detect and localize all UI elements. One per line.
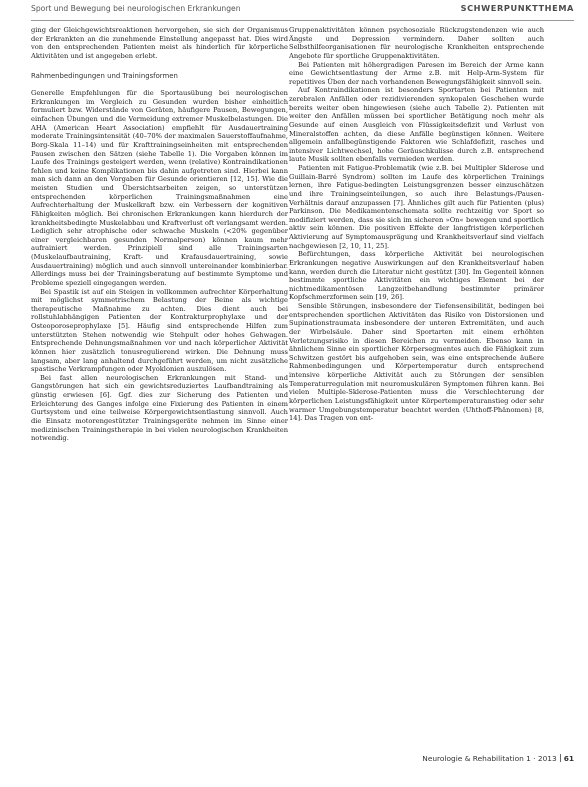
journal-citation: Neurologie & Rehabilitation 1 · 2013 [422, 754, 557, 763]
paragraph: Bei Spastik ist auf ein Steigen in vollkommen aufrechter Körperhaltung mit möglichst symmetrischem Belastung der Beine als wichtige therapeutische Maßnahme zu achten. Dies dient auch bei rollstuhlabhängigen Patienten der Kontrakturprophylaxe und der Osteoporoseprophylaxe [5]. Häufig sind entsprechende Hilfen zum unterstützten Stehen notwendig wie Stehpult oder hohes Gehwagen. Entsprechende Dehnungsmaßnahmen vor und nach körperlicher Aktivität können hier zusätzlich tonusregulierend wirken. Die Dehnung muss langsam, aber lang anhaltend durchgeführt werden, um nicht zusätzliche spastische Verkrampfungen oder Myoklonien auszulösen. [31, 287, 288, 374]
paragraph: Befürchtungen, dass körperliche Aktivität bei neurologischen Erkrankungen negative Auswirkungen auf den Krankheitsverlauf haben kann, werden durch die Literatur nicht gestützt [30]. Im Gegenteil können bestimmte sportliche Aktivitäten ein wichtiges Element bei der nichtmedikamentösen Langzeitbehandlung bestimmter primärer Kopfschmerzformen sein [19, 26]. [289, 250, 544, 302]
section-label: SCHWERPUNKTTHEMA [460, 3, 574, 13]
page-header [31, 4, 574, 18]
paragraph: Generelle Empfehlungen für die Sportausübung bei neurologischen Erkrankungen im Vergleich zu Gesunden wurden bisher einheitlich formuliert bzw. Widerstände von Geräten, häufigere Pausen, Bewegungen, einfachen Übungen und die Vermeidung extremer Muskelbelastungen. Die AHA (American Heart Association) empfiehlt für Ausdauertraining moderate Trainingsintensität (40–70% der maximalen Sauerstoffaufnahme, Borg-Skala 11–14) und für Krafttrainingseinheiten mit entsprechenden Pausen zwischen den Sätzen (siehe Tabelle 1). Die Vorgaben können im Laufe des Trainings gesteigert werden, wenn (relative) Kontraindikationen fehlen und keine Komplikationen bis dahin aufgetreten sind. Hierbei kann man sich dann an den Vorgaben für Gesunde orientieren [12, 15]. Wie die meisten Studien und Übersichtsarbeiten zeigen, so unterstützen entsprechenden körperlichen Trainingsmaßnahmen eine Aufrechterhaltung der Muskelkraft bzw. ein Verbessern der kognitiven Fähigkeiten möglich. Bei chronischen Erkrankungen kann hierdurch der krankheitsbedingte Muskelabbau und Kraftverlust oft verlangsamt werden. Lediglich sehr atrophische oder schwache Muskeln (<20% gegenüber einer vergleichbaren gesunden Normalperson) können kaum mehr aufrainiert werden. Prinzipiell sind alle Trainingsarten (Muskelaufbautraining, Kraft- und Krafausdauertraining, sowie Ausdauertraining) möglich und auch sinnvoll untereinander kombinierbar. Allerdings muss bei der Trainingsberatung auf bestimmte Symptome und Probleme speziell eingegangen werden. [31, 89, 288, 287]
paragraph: Sensible Störungen, insbesondere der Tiefensensibilität, bedingen bei entsprechenden sportlichen Aktivitäten das Risiko von Distorsionen und Supinationstraumata insbesondere der unteren Extremitäten, und auch der Wirbelsäule. Daher sind Sportarten mit einem erhöhten Verletzungsrisiko in diesen Bereichen zu vermeiden. Ebenso kann in ähnlichem Sinne ein sportlicher Körpersegmentes auch die Fähigkeit zum Schwitzen gestört bis aufgehoben sein, was eine entsprechende äußere Rahmenbedingungen und Körpertemperatur durch entsprechend intensive körperliche Aktivität auch zu Störungen der sensiblen Temperaturregulation mit neuromuskulären Symptomen führen kann. Bei vielen Multiple-Sklerose-Patienten muss die Verschlechterung der körperlichen Leistungsfähigkeit unter Körpertemperaturanstieg oder sehr warmer Umgebungstemperatur beachtet werden (Uhthoff-Phänomen) [8, 14]. Das Tragen von ent- [289, 302, 544, 423]
section-heading: Rahmenbedingungen und Trainingsformen [31, 71, 178, 80]
header-divider [31, 20, 574, 21]
paragraph: Gruppenaktivitäten können psychosoziale Rückzugstendenzen wie auch Ängste und Depression vermindern. Daher sollten auch Selbsthilfeorganisationen für neurologische Krankheiten entsprechende Angebote für sportliche Gruppenaktivitäten. [289, 26, 544, 60]
left-column [31, 26, 288, 443]
paragraph: Auf Kontraindikationen ist besonders Sportarten bei Patienten mit zerebralen Anfällen oder rezidivierenden synkopalen Geschehen wurde bereits weiter oben hingewiesen (siehe auch Tabelle 2). Patienten mit weiter den Anfällen müssen bei sportlicher Betätigung noch mehr als Gesunde auf einen Ausgleich von Flüssigkeitsdefizit und Verlust von Mineralstoffen achten, da diese Anfälle begünstigen können. Weitere allgemein anfallbegünstigende Faktoren wie Schlafdefizit, rasches und intensiver Lichtwechsel, hohe Geräuschkulisse durch z.B. entsprechend laute Musik sollten ebenfalls vermieden werden. [289, 86, 544, 164]
paragraph: Patienten mit Fatigue-Problematik (wie z.B. bei Multipler Sklerose und Guillain-Barré Syndrom) sollten im Laufe des körperlichen Trainings lernen, ihre Fatigue-bedingten Leistungsgrenzen besser einzuschätzen und ihre Trainingseinteilungen, so auch ihre Belastungs-/Pausen-Verhältnis darauf anzupassen [7]. Ähnliches gilt auch für Patienten (plus) Parkinson. Die Medikamentenschemata sollte rechtzeitig vor Sport so modifiziert werden, dass sie sich im sicheren »On« bewegen und sportlich aktiv sein können. Die positiven Effekte der langfristigen körperlichen Aktivierung auf Symptomausprägung und Krankheitsverlauf sind vielfach nachgewiesen [2, 10, 11, 25]. [289, 164, 544, 250]
paragraph: ging der Gleichgewichtsreaktionen hervorgehen, sie sich der Organismus der Erkrankten an die zunehmende Einstellung angepasst hat. Dies wird von den entsprechenden Patienten meist als hinderlich für körperliche Aktivitäten und ist angegeben erlebt. [31, 26, 288, 60]
page-footer [422, 754, 574, 763]
right-column [289, 26, 544, 423]
page-number: 61 [563, 754, 574, 763]
running-title: Sport und Bewegung bei neurologischen Erkrankungen [31, 4, 241, 13]
paragraph: Bei Patienten mit höhergradigen Paresen im Bereich der Arme kann eine Gewichtsentlastung der Arme z.B. mit Help-Arm-System für repetitives Üben der nach vorhandenen Bewegungsfähigkeit sinnvoll sein. [289, 60, 544, 86]
paragraph: Bei fast allen neurologischen Erkrankungen mit Stand- und Gangstörungen hat sich ein gewichtsreduziertes Laufbandtraining als günstig erwiesen [6]. Ggf. dies zur Sicherung des Patienten und Erleichterung des Ganges infolge eine Fixierung des Patienten in einem Gurtsystem und eine teilweise Körpergewichtsentlastung sinnvoll. Auch die Einsatz motorengestützter Trainingsgeräte nehmen im Sinne einer medizinischen Trainingstherapie in bei vielen neurologischen Krankheiten notwendig. [31, 373, 288, 443]
footer-separator [560, 754, 561, 762]
